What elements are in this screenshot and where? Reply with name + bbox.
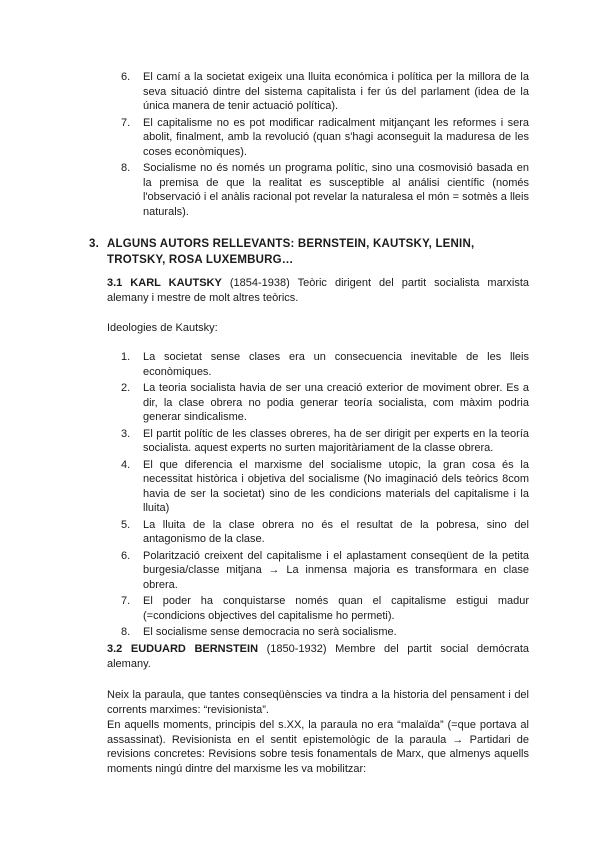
kautsky-heading: 3.1 KARL KAUTSKY [107, 277, 222, 289]
bernstein-heading: 3.2 EUDUARD BERNSTEIN [107, 643, 259, 655]
list-item [121, 116, 529, 160]
list-text: La lluita de la clase obrera no és el resultat de la pobresa, sino del antagonismo de la clase. [143, 518, 529, 545]
list-number: 8. [121, 162, 131, 174]
list-text: El que diferencia el marxisme del socialisme utopic, la gran cosa és la necessitat històrica i objetiva del socialisme (No imaginació dels teòrics 8com havia de ser la societat) sino de les condicions materials del capitalisme i la lluita) [143, 458, 529, 514]
bernstein-paragraph-1: Neix la paraula, que tantes conseqüènscies va tindra a la historia del pensament i del corrents marximes: “revisionista”. [107, 689, 529, 716]
list-text: Socialisme no és només un programa polític, sino una cosmovisió basada en la premisa de que la realitat es susceptible al análisi científic (només l'observació i el anàlis racional pot revelar la naturalesa el món = sotmès a lleis naturals). [143, 162, 529, 218]
list-number: 7. [121, 116, 131, 129]
list-number: 3. [121, 427, 131, 440]
list-number: 4. [121, 458, 131, 471]
section-title: ALGUNS AUTORS RELLEVANTS: BERNSTEIN, KAUTSKY, LENIN, TROTSKY, ROSA LUXEMBURG… [107, 238, 475, 266]
section-number: 3. [89, 238, 99, 250]
list-text: El socialisme sense democracia no serà socialisme. [143, 626, 397, 638]
list-text: El camí a la societat exigeix una lluita económica i política per la millora de la seva situació dintre del sistema capitalista i fer ús del parlament (idea de la única manera de tenir actuació política). [143, 71, 529, 112]
list-item [121, 381, 529, 425]
list-number: 1. [121, 351, 131, 363]
bernstein-paragraph-2: En aquells moments, principis del s.XX, la paraula no era “malaïda” (=que portava al assassinat). Revisionista en el sentit epistemològic de la paraula → Partidari de revisions concretes: Revisions sobre tesis fonamentals de Marx, que almenys aquells moments ningú dintre del marxisme les va mobilitzar: [107, 719, 529, 775]
list-number: 2. [121, 382, 131, 394]
list-item [121, 350, 529, 379]
list-text: El partit polític de les classes obreres, ha de ser dirigit per experts en la teoría socialista. aquest experts no surten majoritàriament de la classe obrera. [143, 427, 529, 454]
list-text: El poder ha conquistarse només quan el capitalisme estigui madur (=condicions objectives del capitalisme ho permeti). [143, 595, 529, 622]
list-number: 5. [121, 518, 131, 531]
list-item [121, 518, 529, 547]
list-item [121, 549, 529, 593]
list-text: La societat sense clases era un consecuencia inevitable de les lleis econòmiques. [143, 351, 529, 378]
list-text: La teoria socialista havia de ser una creació exterior de moviment obrer. Es a dir, la clase obrera no podia generar teoría socialista, com màxim podria generar sindicalisme. [143, 382, 529, 423]
list-item [121, 161, 529, 219]
section-3-heading [89, 236, 529, 268]
kautsky-intro [107, 276, 529, 305]
list-number: 6. [121, 71, 131, 83]
list-text: Polarització creixent del capitalisme i el aplastament conseqüent de la petita burgesia/classe mitjana → La inmensa majoria es transformara en clase obrera. [143, 549, 529, 591]
list-item [121, 70, 529, 114]
list-item [121, 458, 529, 516]
list-number: 7. [121, 595, 131, 607]
list-item [121, 427, 529, 456]
list-item [121, 594, 529, 623]
bernstein-intro [107, 642, 529, 671]
bernstein-intro-text: (1850-1932) Membre del partit social demócrata alemany. [107, 643, 529, 670]
kautsky-intro-text: (1854-1938) Teòric dirigent del partit socialista marxista alemany i mestre de molt altres teòrics. [107, 277, 529, 304]
list-text: El capitalisme no es pot modificar radicalment mitjançant les reformes i sera abolit, finalment, amb la revolució (quan s'hagi aconseguit la maduresa de les coses econòmiques). [143, 116, 529, 158]
list-item [121, 625, 529, 640]
list-number: 6. [121, 549, 131, 562]
ideologies-label: Ideologies de Kautsky: [107, 322, 218, 334]
list-number: 8. [121, 626, 131, 638]
kautsky-ideologies-list [121, 350, 529, 640]
principles-list-continued [121, 70, 529, 219]
